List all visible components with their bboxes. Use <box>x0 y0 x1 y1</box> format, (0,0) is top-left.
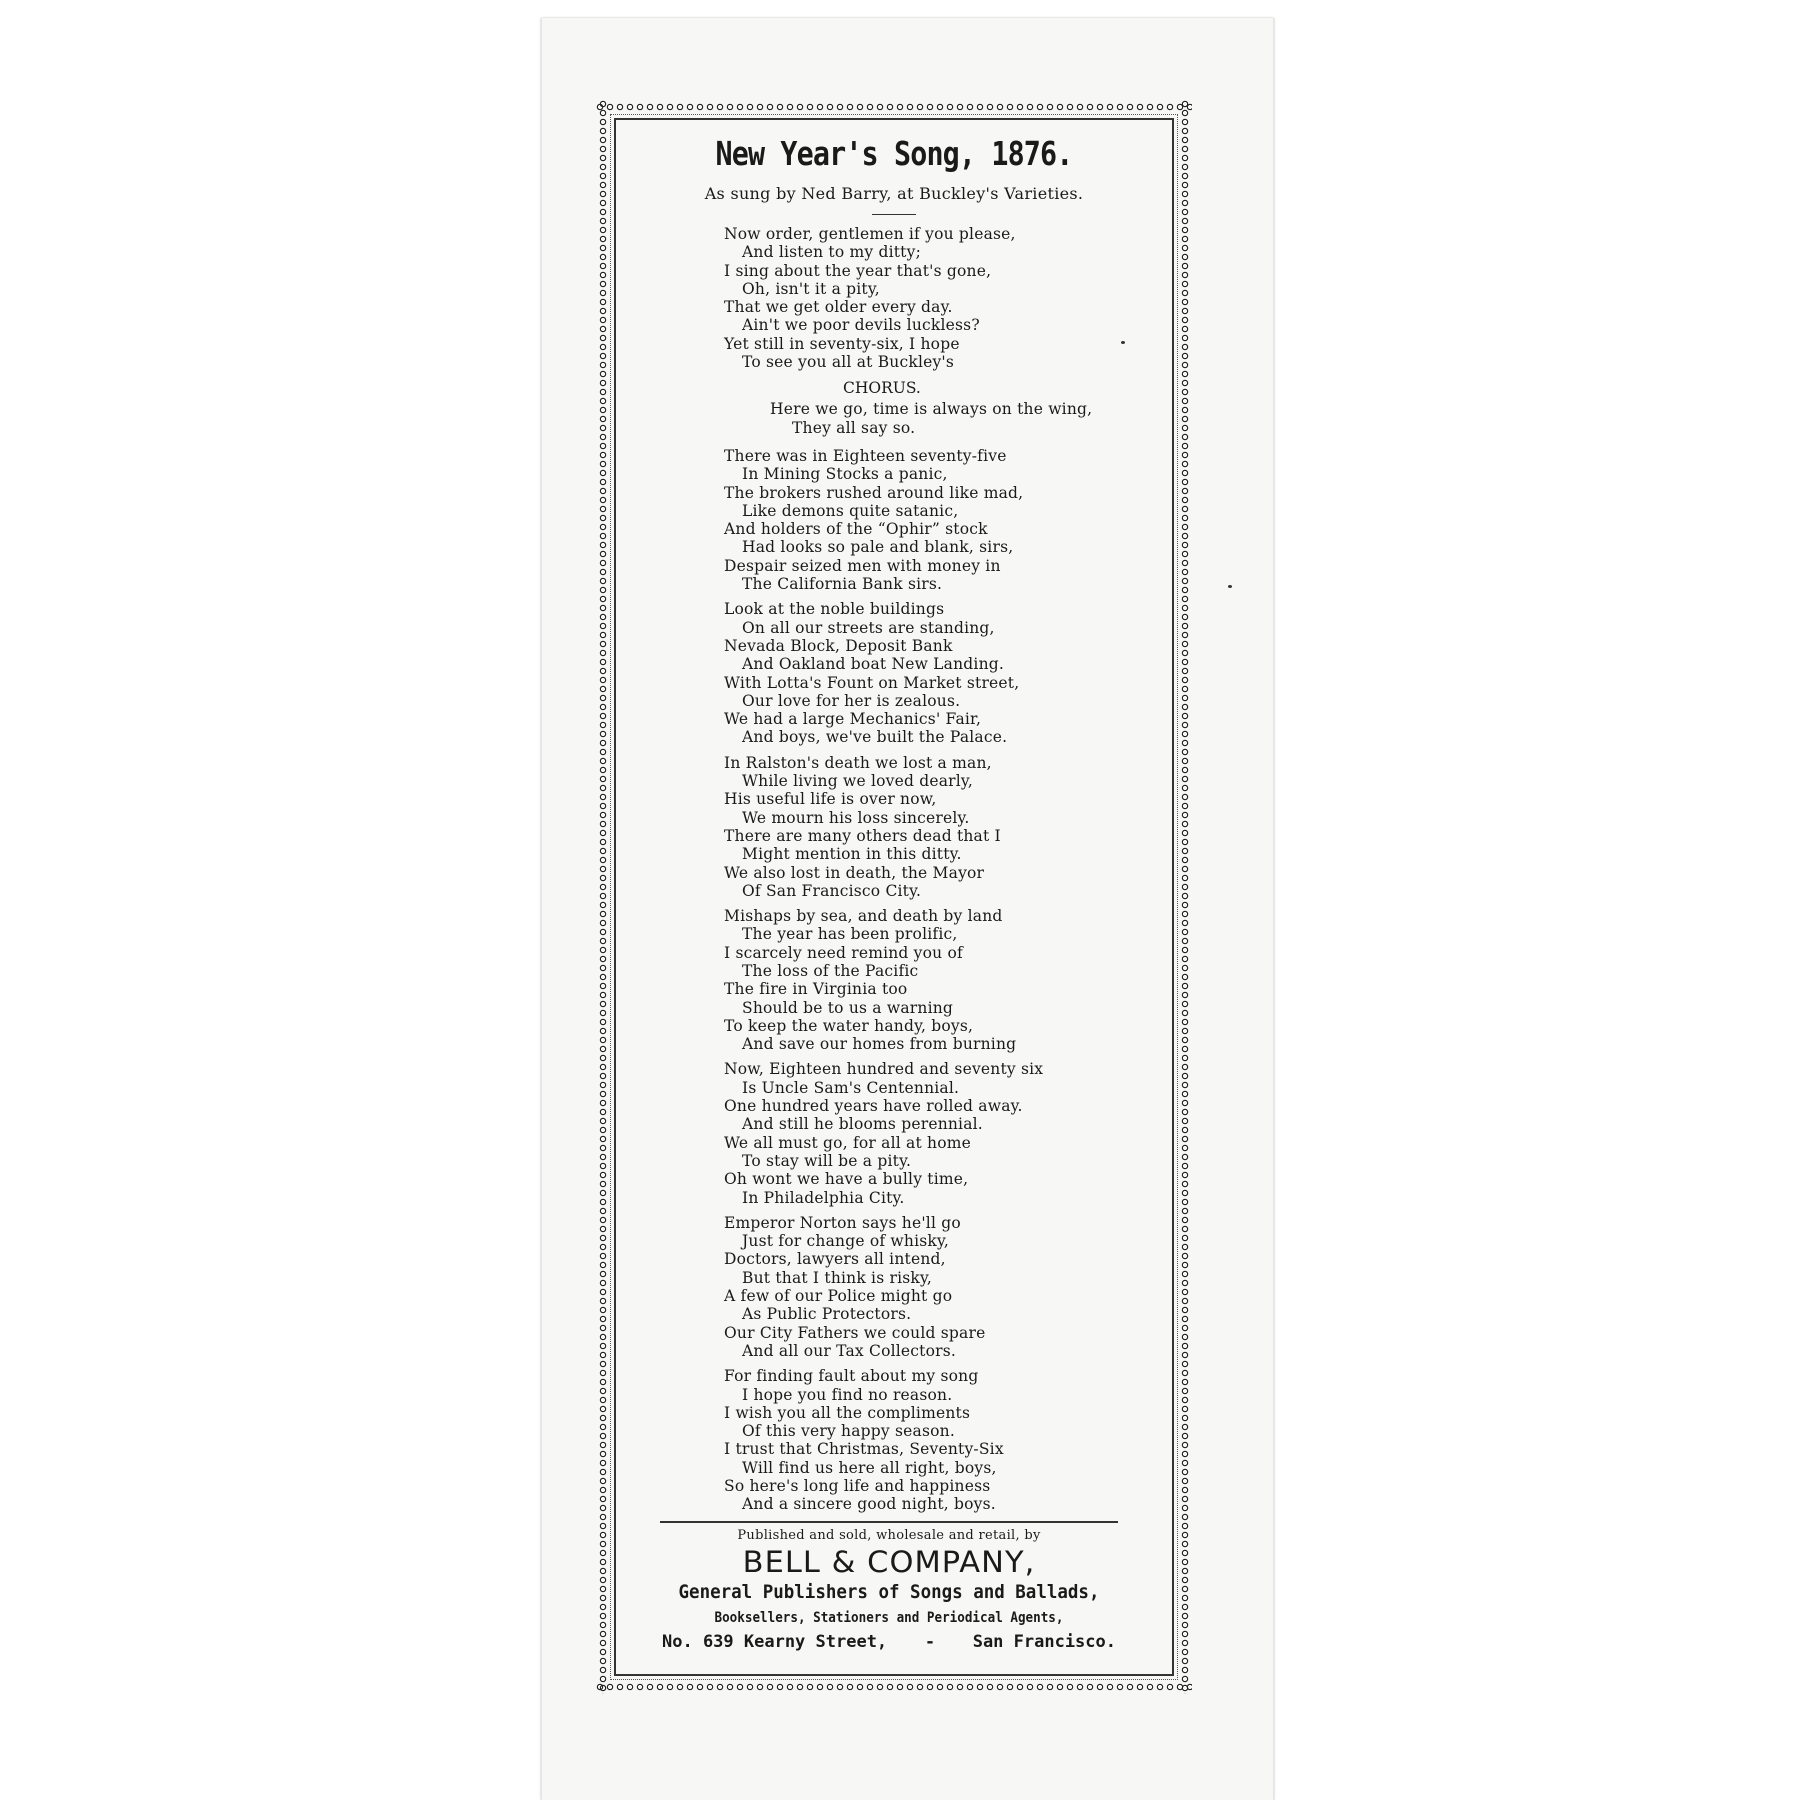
verse-line: There was in Eighteen seventy-five <box>724 446 1007 465</box>
verse-line: In Ralston's death we lost a man, <box>724 753 992 772</box>
verse-4 <box>724 754 1168 900</box>
verse-line: Now, Eighteen hundred and seventy six <box>724 1060 1044 1079</box>
verse-line: For finding fault about my song <box>724 1367 979 1386</box>
verse-line: So here's long life and happiness <box>724 1477 991 1495</box>
chorus-label: CHORUS. <box>843 379 921 398</box>
verse-2 <box>724 447 1168 593</box>
verse-line: With Lotta's Fount on Market street, <box>724 673 1020 692</box>
verse-line: The brokers rushed around like mad, <box>724 483 1024 502</box>
publisher-imprint <box>660 1527 1118 1654</box>
verse-line: On all our streets are standing, <box>742 618 995 637</box>
verse-line: Now order, gentlemen if you please, <box>724 225 1016 243</box>
verse-line: Despair seized men with money in <box>724 556 1001 575</box>
verse-line: And holders of the “Ophir” stock <box>724 520 988 539</box>
verse-line: Of this very happy season. <box>742 1422 955 1441</box>
verse-8 <box>724 1367 1168 1513</box>
ink-speck <box>1228 585 1232 588</box>
verse-line: Like demons quite satanic, <box>742 501 959 520</box>
verse-line: As Public Protectors. <box>742 1305 912 1324</box>
chorus-line: Here we go, time is always on the wing, <box>770 400 1093 419</box>
verse-line: Should be to us a warning <box>742 998 954 1017</box>
verse-line: We also lost in death, the Mayor <box>724 863 985 882</box>
verse-line: Look at the noble buildings <box>724 600 945 619</box>
verse-line: I trust that Christmas, Seventy-Six <box>724 1440 1004 1459</box>
ink-speck <box>1121 341 1125 344</box>
verse-line: To keep the water handy, boys, <box>724 1016 974 1035</box>
verse-line: Our love for her is zealous. <box>742 691 961 710</box>
verse-line: His useful life is over now, <box>724 790 937 809</box>
song-title: New Year's Song, 1876. <box>715 134 1073 173</box>
verse-line: We all must go, for all at home <box>724 1133 972 1152</box>
verse-line: Oh wont we have a bully time, <box>724 1170 969 1189</box>
song-content <box>620 128 1168 1654</box>
verse-line: Yet still in seventy-six, I hope <box>724 334 960 353</box>
verse-line: Might mention in this ditty. <box>742 845 962 864</box>
verse-line: I hope you find no reason. <box>742 1385 953 1404</box>
verse-line: And still he blooms perennial. <box>742 1115 983 1134</box>
verse-line: A few of our Police might go <box>724 1287 953 1306</box>
verse-line: Just for change of whisky, <box>742 1232 949 1251</box>
verse-line: And boys, we've built the Palace. <box>742 728 1008 747</box>
ornamental-border-left <box>596 100 610 1694</box>
verse-line: While living we loved dearly, <box>742 772 973 791</box>
booksellers-line: Booksellers, Stationers and Periodical Agents, <box>714 1609 1064 1626</box>
verses <box>620 447 1168 1514</box>
imprint-divider <box>660 1521 1118 1523</box>
verse-line: Ain't we poor devils luckless? <box>742 316 980 335</box>
verse-line: Mishaps by sea, and death by land <box>724 907 1003 926</box>
city: San Francisco. <box>972 1631 1116 1652</box>
published-line: Published and sold, wholesale and retail, by <box>737 1527 1041 1543</box>
verse-3 <box>724 600 1168 746</box>
verse-line: In Philadelphia City. <box>742 1188 905 1207</box>
title-divider <box>872 214 916 215</box>
address-dash: - <box>924 1631 936 1652</box>
verse-line: We mourn his loss sincerely. <box>742 808 970 827</box>
chorus-line: They all say so. <box>792 418 916 437</box>
verse-line: Is Uncle Sam's Centennial. <box>742 1078 960 1097</box>
verse-line: In Mining Stocks a panic, <box>742 465 948 484</box>
verse-line: I sing about the year that's gone, <box>724 261 992 280</box>
verse-6 <box>724 1060 1168 1206</box>
verse-line: Emperor Norton says he'll go <box>724 1213 961 1232</box>
verse-line: Nevada Block, Deposit Bank <box>724 636 953 655</box>
verse-line: Oh, isn't it a pity, <box>742 279 880 298</box>
verse-line: And Oakland boat New Landing. <box>742 655 1005 674</box>
verse-line: The California Bank sirs. <box>742 575 943 594</box>
publisher-description: General Publishers of Songs and Ballads, <box>678 1580 1100 1603</box>
verse-line: We had a large Mechanics' Fair, <box>724 710 982 729</box>
verse-line: Of San Francisco City. <box>742 881 922 900</box>
publisher-address <box>660 1630 1118 1654</box>
verse-line: And listen to my ditty; <box>742 243 921 262</box>
verse-line: And all our Tax Collectors. <box>742 1341 957 1360</box>
verse-line: And save our homes from burning <box>742 1035 1017 1054</box>
song-subtitle: As sung by Ned Barry, at Buckley's Varieties. <box>704 184 1084 203</box>
verse-7 <box>724 1214 1168 1360</box>
verse-line: That we get older every day. <box>724 298 953 317</box>
verse-line: Our City Fathers we could spare <box>724 1323 986 1342</box>
verse-line: Doctors, lawyers all intend, <box>724 1250 946 1269</box>
verse-1 <box>724 225 1168 371</box>
verse-line: To see you all at Buckley's <box>742 353 955 372</box>
chorus <box>770 400 1168 437</box>
verse-line: The loss of the Pacific <box>742 961 919 980</box>
verse-5 <box>724 907 1168 1053</box>
company-name: BELL & COMPANY, <box>742 1544 1036 1579</box>
street-address: No. 639 Kearny Street, <box>662 1631 888 1652</box>
verse-line: But that I think is risky, <box>742 1268 933 1287</box>
verse-line: The year has been prolific, <box>742 925 958 944</box>
verse-line: One hundred years have rolled away. <box>724 1097 1023 1116</box>
verse-line: The fire in Virginia too <box>724 980 908 999</box>
ornamental-border-bottom <box>596 1680 1192 1694</box>
ornamental-border-top <box>596 100 1192 114</box>
verse-line: And a sincere good night, boys. <box>742 1495 996 1514</box>
verse-line: To stay will be a pity. <box>742 1151 912 1170</box>
verse-line: There are many others dead that I <box>724 826 1001 845</box>
ornamental-border-right <box>1178 100 1192 1694</box>
verse-line: Had looks so pale and blank, sirs, <box>742 538 1014 557</box>
verse-line: I scarcely need remind you of <box>724 943 963 962</box>
verse-line: Will find us here all right, boys, <box>742 1458 997 1477</box>
verse-line: I wish you all the compliments <box>724 1403 971 1422</box>
